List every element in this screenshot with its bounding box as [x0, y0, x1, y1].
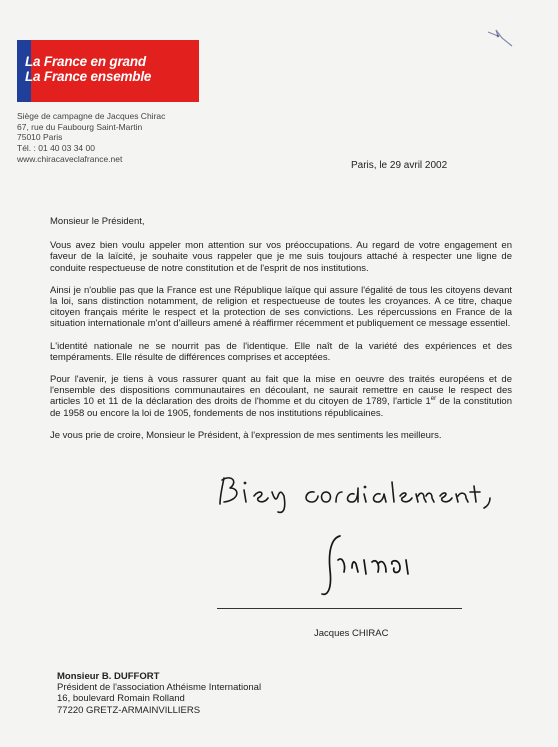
recipient-line: 77220 GRETZ-ARMAINVILLIERS [57, 704, 201, 716]
ink-mark [486, 26, 516, 48]
address-line: 75010 Paris [17, 132, 63, 143]
paragraph-2: Ainsi je n'oublie pas que la France est une République laïque qui assure l'égalité de tous les citoyens devant la loi, sans distinction notamment, de religion et respectueuse de toutes les croyances. A ce titre, chaque citoyen français mérite le respect et la protection de ses convictions. Les répercussions en France de la situation internationale m'ont d'ailleurs amené à réaffirmer récemment et publiquement ce message essentiel. [50, 284, 512, 330]
superscript-er: er [430, 396, 437, 403]
paragraph-4-text-end: de la constitution de 1958 ou encore la loi de 1905, fondements de nos institutions républicaines. [50, 396, 512, 419]
handwritten-closing [214, 468, 504, 518]
signer-name: Jacques CHIRAC [314, 628, 389, 639]
recipient-block [57, 671, 261, 716]
salutation: Monsieur le Président, [50, 216, 145, 227]
recipient-name: Monsieur B. DUFFORT [57, 671, 160, 682]
logo-red-block [25, 40, 199, 102]
address-line: 67, rue du Faubourg Saint-Martin [17, 121, 143, 132]
signature-rule [217, 608, 462, 609]
website-link[interactable]: www.chiracaveclafrance.net [17, 153, 123, 164]
recipient-line: Président de l'association Athéisme International [57, 682, 262, 694]
closing-formula: Je vous prie de croire, Monsieur le Président, à l'expression de mes sentiments les meilleurs. [50, 429, 442, 441]
letter-date: Paris, le 29 avril 2002 [351, 160, 448, 171]
campaign-logo [17, 40, 199, 102]
logo-slogan-line-1: La France en grand [25, 54, 146, 69]
paragraph-1: Vous avez bien voulu appeler mon attention sur vos préoccupations. Au regard de votre engagement en faveur de la laïcité, je souhaite vous rappeler que je me suis toujours attaché à respecter une ligne de conduite respectueuse de notre constitution et de l'esprit de nos institutions. [50, 240, 512, 274]
recipient-line: 16, boulevard Romain Rolland [57, 693, 185, 705]
paragraph-4-text: Pour l'avenir, je tiens à vous rassurer quant au fait que la mise en oeuvre des traités européens et de l'ensemble des dispositions communautaires en découlant, ne saurait remettre en cause le respect des articles 10 et 11 de la déclaration des droits de l'homme et du citoyen de 1789, l'article 1 [50, 374, 512, 408]
paragraph-4 [50, 374, 512, 419]
sender-address [17, 111, 165, 165]
paragraph-3: L'identité nationale ne se nourrit pas de l'identique. Elle naît de la variété des expériences et des tempéraments. Elle résulte de différences comprises et acceptées. [50, 340, 512, 363]
signature [318, 530, 428, 600]
address-line: Siège de campagne de Jacques Chirac [17, 111, 166, 121]
letter-body [50, 216, 512, 452]
phone-line: Tél. : 01 40 03 34 00 [17, 143, 95, 154]
logo-slogan-line-2: La France ensemble [25, 69, 152, 84]
